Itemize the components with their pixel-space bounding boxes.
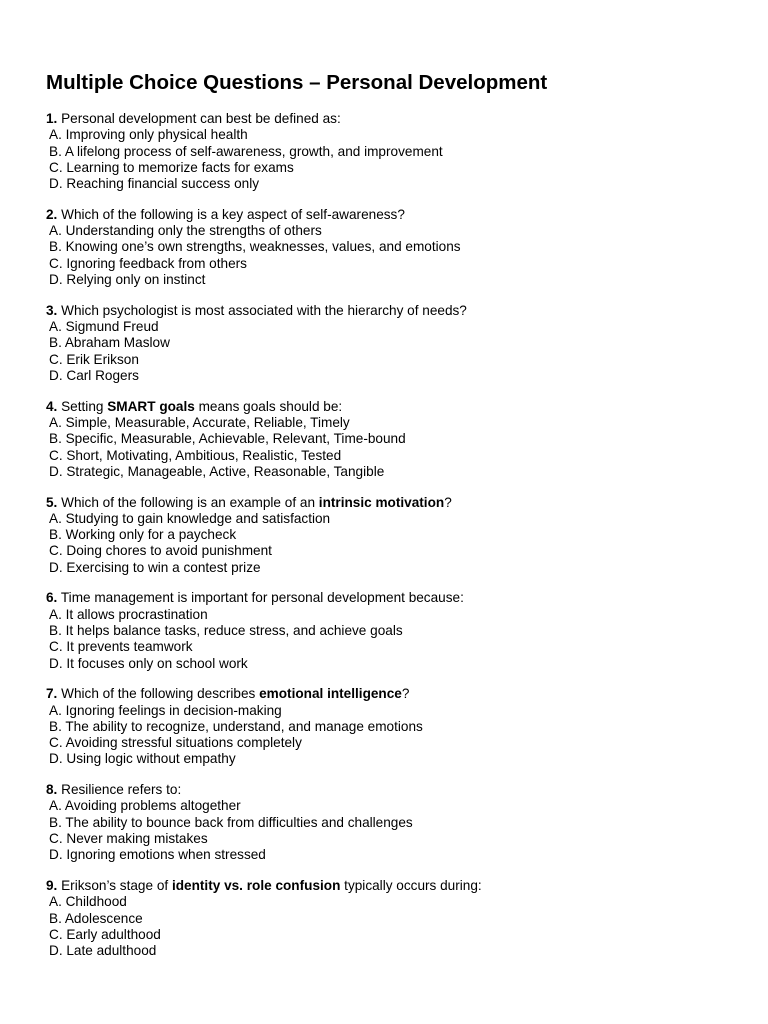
question-7	[46, 686, 746, 767]
answer-option: B. Adolescence	[49, 910, 143, 926]
question-number: 5.	[46, 494, 58, 510]
answer-option: B. A lifelong process of self-awareness, growth, and improvement	[49, 143, 443, 159]
answer-option: C. Doing chores to avoid punishment	[49, 543, 272, 559]
question-6	[46, 590, 746, 671]
answer-option: C. Short, Motivating, Ambitious, Realistic, Tested	[49, 447, 342, 463]
question-stem	[46, 111, 746, 127]
answer-option: C. Learning to memorize facts for exams	[49, 159, 294, 175]
answer-option: D. Reaching financial success only	[49, 176, 260, 192]
answer-option: A. Simple, Measurable, Accurate, Reliable, Timely	[49, 414, 350, 430]
question-text: Time management is important for personal development because:	[57, 590, 464, 606]
question-emphasis: identity vs. role confusion	[171, 878, 341, 893]
question-text: Erikson’s stage of	[57, 878, 172, 893]
question-4	[46, 399, 746, 480]
question-emphasis: intrinsic motivation	[318, 494, 445, 510]
answer-option: C. Never making mistakes	[49, 831, 208, 847]
answer-option: B. The ability to recognize, understand, and manage emotions	[49, 718, 423, 734]
question-number: 9.	[46, 878, 58, 893]
question-stem	[46, 686, 746, 702]
document-title: Multiple Choice Questions – Personal Development	[46, 71, 548, 94]
answer-option: B. It helps balance tasks, reduce stress, and achieve goals	[49, 622, 403, 638]
question-number: 6.	[46, 590, 58, 606]
question-3	[46, 303, 746, 384]
question-number: 3.	[46, 302, 58, 318]
answer-option: C. Ignoring feedback from others	[49, 255, 247, 271]
answer-option: C. Avoiding stressful situations completely	[49, 735, 302, 751]
answer-option: D. It focuses only on school work	[49, 655, 248, 671]
answer-option: B. Specific, Measurable, Achievable, Relevant, Time-bound	[49, 431, 406, 447]
question-stem	[46, 207, 746, 223]
answer-option: A. Improving only physical health	[49, 127, 248, 143]
answer-option: C. Early adulthood	[49, 926, 161, 942]
question-text: ?	[444, 494, 452, 510]
question-text: ?	[401, 686, 410, 702]
question-9	[46, 878, 746, 959]
question-emphasis: emotional intelligence	[259, 686, 402, 702]
question-8	[46, 782, 746, 863]
answer-option: D. Relying only on instinct	[49, 272, 206, 288]
answer-option: D. Ignoring emotions when stressed	[49, 847, 266, 863]
answer-option: B. Knowing one’s own strengths, weaknesses, values, and emotions	[49, 239, 461, 255]
answer-option: C. It prevents teamwork	[49, 639, 193, 655]
question-text: Which psychologist is most associated with the hierarchy of needs?	[57, 302, 467, 318]
answer-option: A. Studying to gain knowledge and satisfaction	[49, 510, 331, 526]
question-stem	[46, 590, 746, 606]
question-number: 1.	[46, 111, 58, 126]
question-text: Which of the following describes	[57, 686, 260, 702]
question-text: typically occurs during:	[340, 878, 482, 893]
answer-option: D. Late adulthood	[49, 943, 157, 959]
question-text: Which of the following is a key aspect of self-awareness?	[57, 206, 405, 222]
question-text: Resilience refers to:	[57, 782, 182, 798]
question-stem	[46, 399, 746, 415]
answer-option: D. Exercising to win a contest prize	[49, 559, 261, 575]
question-5	[46, 495, 746, 576]
answer-option: A. Understanding only the strengths of others	[49, 223, 322, 239]
question-text: means goals should be:	[194, 398, 343, 414]
answer-option: B. The ability to bounce back from difficulties and challenges	[49, 814, 413, 830]
answer-option: A. Sigmund Freud	[49, 319, 159, 335]
question-number: 8.	[46, 782, 58, 798]
question-emphasis: SMART goals	[107, 398, 195, 414]
answer-option: A. It allows procrastination	[49, 606, 208, 622]
answer-option: D. Carl Rogers	[49, 367, 139, 383]
answer-option: A. Avoiding problems altogether	[49, 798, 241, 814]
answer-option: A. Childhood	[49, 894, 127, 910]
question-text: Personal development can best be defined as:	[57, 111, 341, 126]
answer-option: D. Using logic without empathy	[49, 751, 236, 767]
document-page	[46, 70, 746, 974]
question-text: Setting	[57, 398, 108, 414]
answer-option: B. Working only for a paycheck	[49, 527, 237, 543]
question-number: 7.	[46, 686, 58, 702]
question-2	[46, 207, 746, 288]
question-1	[46, 111, 746, 192]
answer-option: B. Abraham Maslow	[49, 335, 170, 351]
question-stem	[46, 303, 746, 319]
question-stem	[46, 495, 746, 511]
question-list	[46, 111, 746, 959]
question-number: 4.	[46, 398, 58, 414]
answer-option: C. Erik Erikson	[49, 351, 139, 367]
answer-option: D. Strategic, Manageable, Active, Reasonable, Tangible	[49, 463, 385, 479]
question-number: 2.	[46, 206, 58, 222]
answer-option: A. Ignoring feelings in decision-making	[49, 702, 282, 718]
question-stem	[46, 878, 746, 894]
question-stem	[46, 782, 746, 798]
question-text: Which of the following is an example of an	[57, 494, 319, 510]
